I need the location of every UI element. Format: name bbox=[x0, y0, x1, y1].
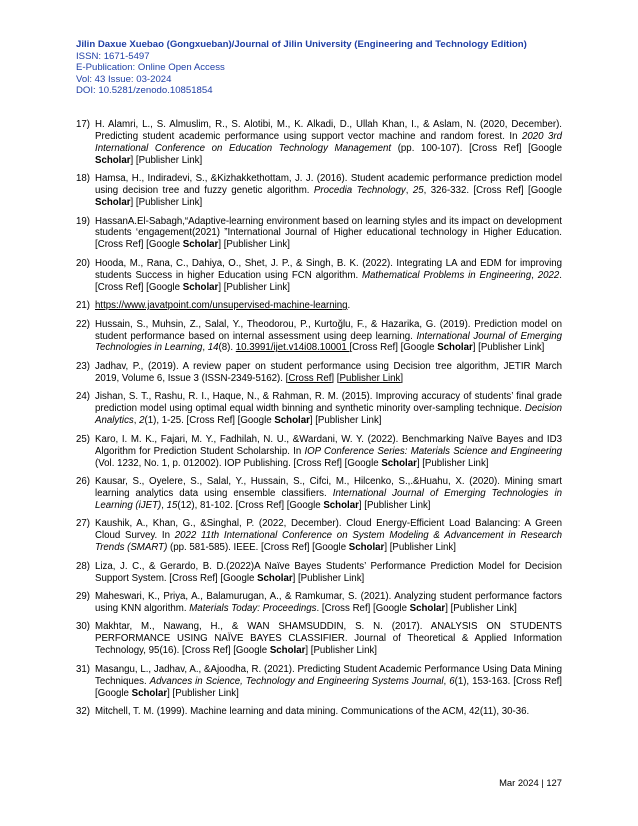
scholar-label: Scholar bbox=[182, 281, 219, 293]
reference-number: 23) bbox=[76, 360, 91, 372]
reference-list bbox=[76, 119, 562, 725]
e-publication: E-Publication: Online Open Access bbox=[76, 62, 225, 74]
reference-fragment: (8). bbox=[218, 342, 236, 354]
reference-fragment: ] [Publisher Link] bbox=[384, 542, 456, 554]
reference-number: 20) bbox=[76, 257, 91, 269]
reference-item bbox=[76, 300, 562, 312]
reference-fragment: Hamsa, H., Indiradevi, S., &Kizhakkethottam, J. J. (2016). Student academic performance prediction model using decision tree and fuzzy genetic algorithm. bbox=[95, 173, 562, 197]
reference-source: Materials Today: Proceedings bbox=[189, 602, 317, 614]
reference-source: 2020 3rd International Conference on Education Technology Management bbox=[95, 130, 562, 154]
reference-item bbox=[76, 216, 562, 252]
reference-fragment: ] [Publisher Link] bbox=[416, 457, 489, 469]
reference-fragment: Liza, J. C., & Gerardo, B. D.(2022)A Naïve Bayes Students’ Performance Prediction Model for Decision Support System. [Cross Ref] [Google bbox=[95, 560, 562, 584]
reference-number: 22) bbox=[76, 318, 91, 330]
reference-source: Mathematical Problems in Engineering bbox=[361, 269, 532, 281]
reference-number: 17) bbox=[76, 119, 91, 130]
reference-number: 25) bbox=[76, 433, 91, 445]
reference-text bbox=[95, 258, 562, 294]
reference-link[interactable]: https://www.javatpoint.com/unsupervised-machine-learning bbox=[95, 300, 348, 312]
reference-item bbox=[76, 361, 562, 385]
reference-fragment: , 326-332. [Cross Ref] [Google bbox=[423, 185, 562, 197]
reference-fragment: ] [Publisher Link] bbox=[445, 602, 517, 614]
reference-item bbox=[76, 706, 562, 718]
reference-fragment: H. Alamri, L., S. Almuslim, R., S. Alotibi, M., K. Alkadi, D., Ullah Khan, I., & Aslam, N. (2020, December). Predicting student academic performance using support vector machine and random forest. In bbox=[95, 119, 562, 142]
reference-item bbox=[76, 621, 562, 657]
reference-item bbox=[76, 173, 562, 209]
reference-fragment: . [Cross Ref] [Google bbox=[95, 269, 562, 293]
reference-item bbox=[76, 591, 562, 615]
reference-fragment: (1), 1-25. [Cross Ref] [Google bbox=[144, 415, 275, 427]
reference-link[interactable]: [Cross Ref] bbox=[285, 372, 335, 384]
scholar-label: Scholar bbox=[437, 342, 473, 354]
reference-link[interactable]: 10.3991/ijet.v14i08.10001 bbox=[235, 342, 350, 354]
reference-link[interactable]: [Publisher Link] bbox=[336, 372, 404, 384]
reference-text bbox=[95, 518, 562, 554]
reference-fragment: ] [Publisher Link] bbox=[472, 342, 545, 354]
reference-fragment: , bbox=[443, 675, 450, 687]
reference-number: 28) bbox=[76, 560, 91, 572]
reference-fragment: ] [Publisher Link] bbox=[167, 687, 239, 699]
reference-fragment: , bbox=[133, 415, 140, 427]
scholar-label: Scholar bbox=[381, 457, 417, 469]
reference-source: 6 bbox=[449, 675, 455, 687]
reference-source: Procedia Technology bbox=[313, 185, 406, 197]
reference-text bbox=[95, 216, 562, 252]
reference-number: 32) bbox=[76, 706, 91, 718]
reference-item bbox=[76, 561, 562, 585]
reference-text bbox=[95, 434, 562, 470]
reference-fragment: ] [Publisher Link] bbox=[218, 239, 290, 251]
journal-header bbox=[76, 39, 576, 97]
scholar-label: Scholar bbox=[257, 572, 293, 584]
reference-fragment: ] [Publisher Link] bbox=[309, 415, 382, 427]
reference-number: 19) bbox=[76, 215, 91, 227]
reference-text bbox=[95, 706, 562, 718]
scholar-label: Scholar bbox=[409, 602, 446, 614]
reference-fragment: (12), 81-102. [Cross Ref] [Google bbox=[177, 499, 324, 511]
reference-source: International Journal of Emerging Technologies in Learning bbox=[95, 330, 562, 354]
scholar-label: Scholar bbox=[348, 542, 385, 554]
reference-fragment: Karo, I. M. K., Fajari, M. Y., Fadhilah, N. U., &Wardani, W. Y. (2022). Benchmarking Naïve Bayes and ID3 Algorithm for Prediction Student Scholarship. In bbox=[95, 433, 562, 457]
reference-fragment: , bbox=[202, 342, 208, 354]
reference-number: 30) bbox=[76, 621, 91, 633]
reference-item bbox=[76, 664, 562, 700]
reference-item bbox=[76, 434, 562, 470]
reference-text bbox=[95, 119, 562, 167]
reference-fragment: , bbox=[405, 185, 413, 197]
reference-fragment: [Cross Ref] [Google bbox=[349, 342, 438, 354]
reference-source: 2022 bbox=[537, 269, 560, 281]
reference-item bbox=[76, 319, 562, 355]
reference-fragment: . bbox=[347, 300, 351, 312]
reference-fragment: ] [Publisher Link] bbox=[218, 281, 290, 293]
reference-number: 21) bbox=[76, 300, 91, 312]
journal-title: Jilin Daxue Xuebao (Gongxueban)/Journal of Jilin University (Engineering and Technology Edition) bbox=[76, 39, 527, 50]
reference-source: Decision Analytics bbox=[95, 403, 562, 427]
reference-text bbox=[95, 361, 562, 385]
reference-item bbox=[76, 119, 562, 167]
reference-number: 24) bbox=[76, 391, 91, 403]
reference-source: IOP Conference Series: Materials Science and Engineering bbox=[304, 445, 563, 457]
reference-text bbox=[95, 300, 562, 312]
reference-fragment: ] [Publisher Link] bbox=[130, 154, 203, 166]
scholar-label: Scholar bbox=[95, 154, 131, 166]
reference-fragment: Hooda, M., Rana, C., Dahiya, O., Shet, J. P., & Singh, B. K. (2022). Integrating LA and EDM for improving students Success in higher Education using FCN algorithm. bbox=[95, 257, 562, 281]
doi: DOI: 10.5281/zenodo.10851854 bbox=[76, 85, 213, 97]
reference-fragment: Jadhav, P., (2019). A review paper on student performance using Decision tree algorithm, JETIR March 2019, Volume 6, Issue 3 (ISSN-2349-5162). bbox=[95, 360, 562, 384]
reference-item bbox=[76, 476, 562, 512]
reference-text bbox=[95, 664, 562, 700]
reference-item bbox=[76, 391, 562, 427]
reference-fragment: Hussain, S., Muhsin, Z., Salal, Y., Theodorou, P., Kurtoğlu, F., & Hazarika, G. (2019). Prediction model on student performance based on internal assessment using deep learning. bbox=[95, 318, 562, 342]
reference-fragment: ] [Publisher Link] bbox=[130, 197, 203, 209]
reference-number: 31) bbox=[76, 663, 91, 675]
reference-fragment: ] [Publisher Link] bbox=[305, 645, 377, 657]
reference-text bbox=[95, 621, 562, 657]
reference-fragment: HassanA.El-Sabagh,“Adaptive-learning environment based on learning styles and its impact on development students ‘engagement(2021) ”International Journal of Higher educational technology in Higher Education. [Cross Ref] [Google bbox=[95, 215, 562, 251]
reference-item bbox=[76, 518, 562, 554]
reference-fragment: Jishan, S. T., Rashu, R. I., Haque, N., & Rahman, R. M. (2015). Improving accuracy of students’ final grade prediction model using optimal equal width binning and synthetic minority over-sampling technique. bbox=[95, 391, 562, 415]
reference-fragment: Makhtar, M., Nawang, H., & WAN SHAMSUDDIN, S. N. (2017). ANALYSIS ON STUDENTS PERFORMANCE USING NAÏVE BAYES CLASSIFIER. Journal of Theoretical & Applied Information Technology, 95(16). [Cross Ref] [Google bbox=[95, 621, 562, 657]
reference-fragment: ] [Publisher Link] bbox=[292, 572, 365, 584]
reference-fragment: (pp. 100-107). [Cross Ref] [Google bbox=[391, 142, 562, 154]
reference-text bbox=[95, 319, 562, 355]
reference-fragment: Mitchell, T. M. (1999). Machine learning and data mining. Communications of the ACM, 42(11), 30-36. bbox=[95, 706, 530, 718]
scholar-label: Scholar bbox=[131, 687, 168, 699]
reference-text bbox=[95, 591, 562, 615]
reference-number: 26) bbox=[76, 476, 91, 487]
reference-source: 25 bbox=[412, 185, 424, 197]
reference-source: 2022 11th International Conference on System Modeling & Advancement in Research Trends (SMART) bbox=[95, 530, 562, 554]
reference-source: International Journal of Emerging Technologies in Learning (iJET) bbox=[95, 487, 562, 511]
scholar-label: Scholar bbox=[95, 197, 131, 209]
reference-text bbox=[95, 173, 562, 209]
reference-fragment: (1), 153-163. [Cross Ref] [Google bbox=[95, 675, 562, 699]
reference-source: 15 bbox=[166, 499, 178, 511]
reference-fragment: Kaushik, A., Khan, G., &Singhal, P. (2022, December). Cloud Energy-Efficient Load Balancing: A Green Cloud Survey. In bbox=[95, 518, 562, 542]
reference-fragment: . [Cross Ref] [Google bbox=[316, 602, 410, 614]
reference-source: 2 bbox=[139, 415, 145, 427]
reference-number: 18) bbox=[76, 173, 91, 185]
reference-number: 27) bbox=[76, 518, 91, 530]
reference-text bbox=[95, 391, 562, 427]
reference-text bbox=[95, 476, 562, 512]
reference-fragment: ] [Publisher Link] bbox=[358, 499, 431, 511]
reference-number: 29) bbox=[76, 591, 91, 603]
reference-item bbox=[76, 258, 562, 294]
reference-source: 14 bbox=[207, 342, 219, 354]
reference-text bbox=[95, 561, 562, 585]
page-footer: Mar 2024 | 127 bbox=[499, 777, 562, 788]
scholar-label: Scholar bbox=[274, 415, 310, 427]
issn: ISSN: 1671-5497 bbox=[76, 50, 150, 62]
reference-fragment: Kausar, S., Oyelere, S., Salal, Y., Hussain, S., Cifci, M., Hilcenko, S.,.&Huahu, X. (2020). Mining smart learning analytics data using ensemble classifiers. bbox=[95, 476, 562, 499]
reference-fragment: Masangu, L., Jadhav, A., &Ajoodha, R. (2021). Predicting Student Academic Performance Using Data Mining Techniques. bbox=[95, 663, 562, 687]
scholar-label: Scholar bbox=[182, 239, 219, 251]
reference-fragment: , bbox=[161, 499, 167, 511]
scholar-label: Scholar bbox=[269, 645, 306, 657]
reference-fragment: , bbox=[531, 269, 538, 281]
volume-issue: Vol: 43 Issue: 03-2024 bbox=[76, 73, 172, 85]
reference-fragment: (pp. 581-585). IEEE. [Cross Ref] [Google bbox=[167, 542, 349, 554]
scholar-label: Scholar bbox=[323, 499, 359, 511]
reference-source: Advances in Science, Technology and Engineering Systems Journal bbox=[149, 675, 444, 687]
reference-fragment: (Vol. 1232, No. 1, p. 012002). IOP Publishing. [Cross Ref] [Google bbox=[95, 457, 382, 469]
reference-fragment: Maheswari, K., Priya, A., Balamurugan, A., & Ramkumar, S. (2021). Analyzing student performance factors using KNN algorithm. bbox=[95, 591, 562, 614]
